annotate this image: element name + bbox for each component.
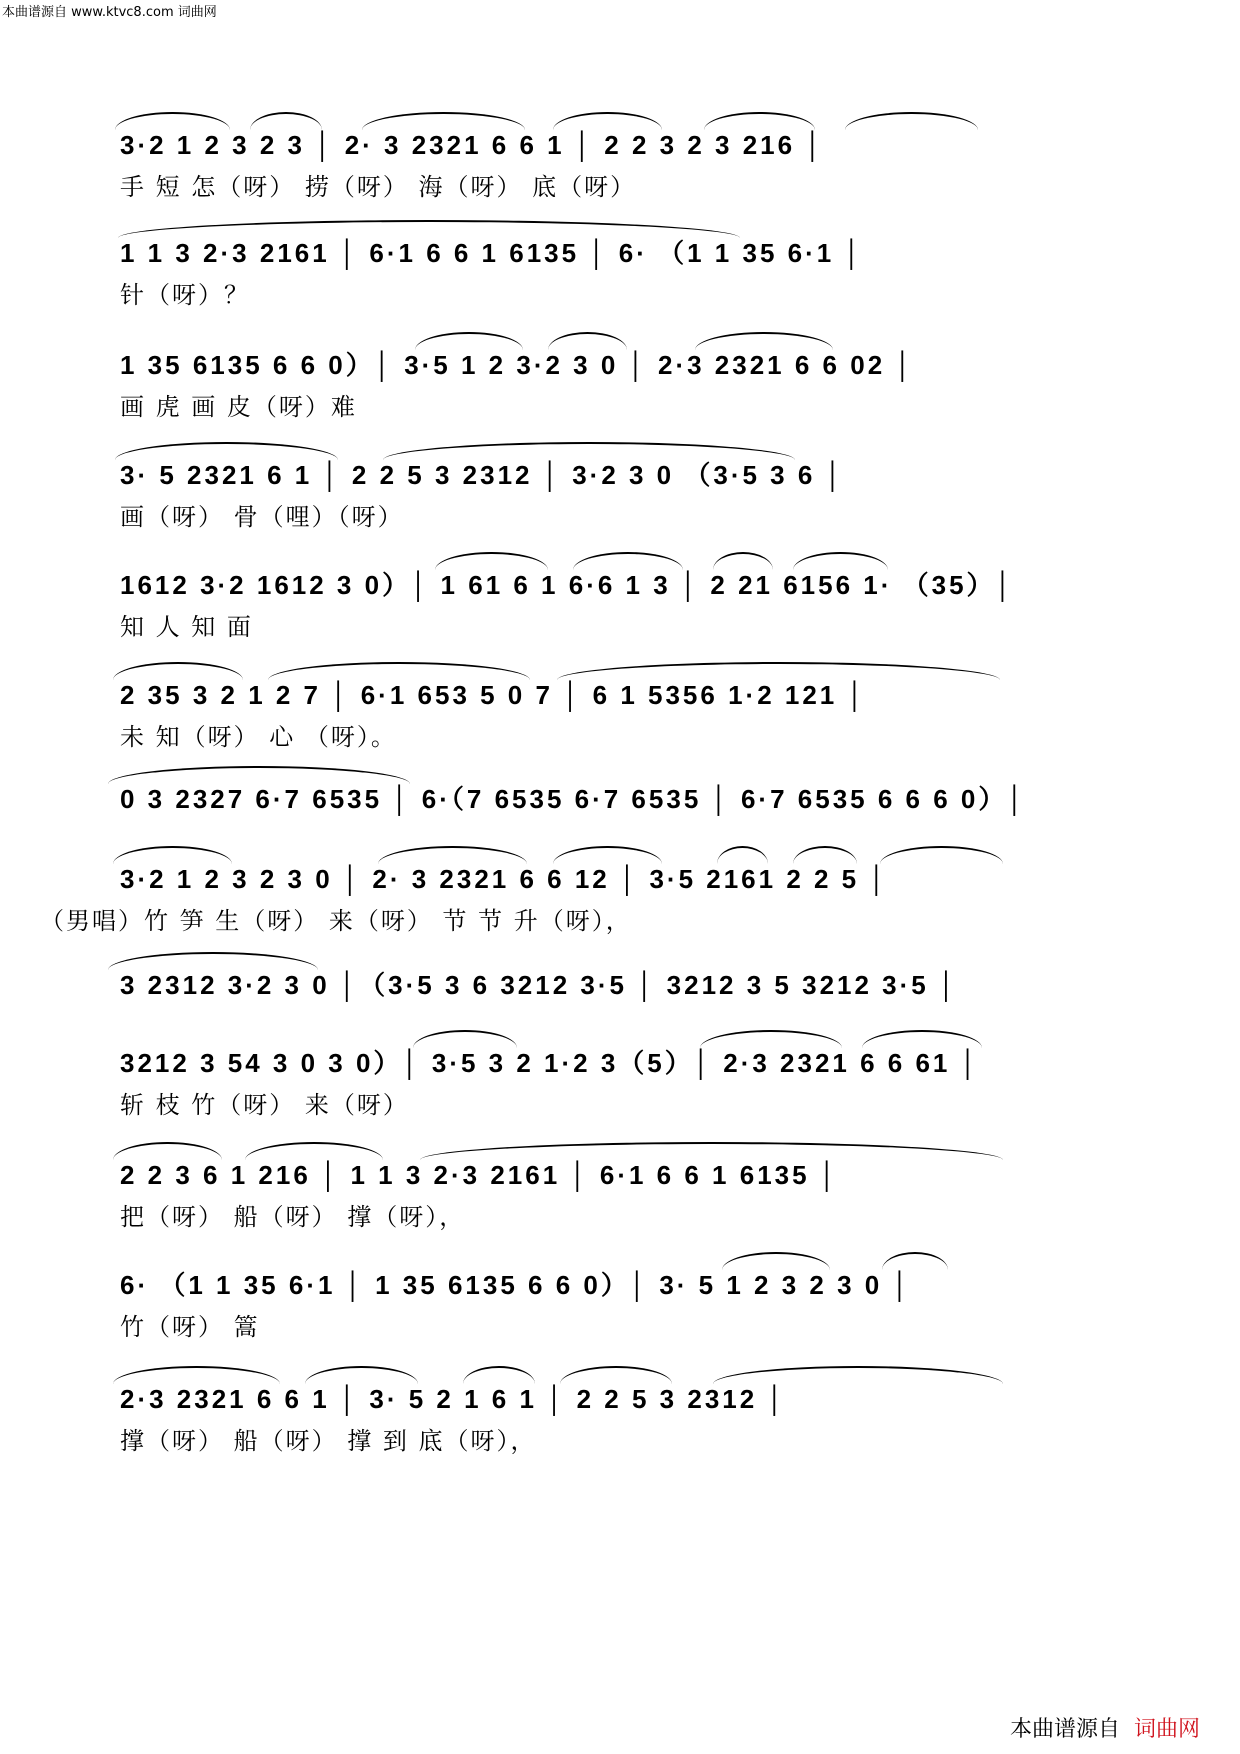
notes-line: 1 35 6135 6 6 0）│ 3·5 1 2 3·2 3 0 │ 2·3 2321 6 6 02 │ <box>120 350 915 380</box>
score-system <box>0 236 1240 346</box>
score-system <box>0 1268 1240 1378</box>
watermark-header: 本曲谱源自 www.ktvc8.com 词曲网 <box>2 5 217 20</box>
notes-line: 2·3 2321 6 6 1 │ 3· 5 2 1 6 1 │ 2 2 5 3 2312 │ <box>120 1384 787 1414</box>
notes-line: 1 1 3 2·3 2161 │ 6·1 6 6 1 6135 │ 6· （1 1 35 6·1 │ <box>120 238 864 268</box>
lyrics-line: 画（呀） 骨（哩）（呀） <box>120 503 404 531</box>
slur-arc <box>845 112 978 130</box>
slur-arc <box>362 112 525 130</box>
notes-line: 2 35 3 2 1 2 7 │ 6·1 653 5 0 7 │ 6 1 5356 1·2 121 │ <box>120 680 867 710</box>
notes-line: 3·2 1 2 3 2 3 0 │ 2· 3 2321 6 6 12 │ 3·5 2161 2 2 5 │ <box>120 864 889 894</box>
lyrics-line: 手 短 怎（呀） 捞（呀） 海（呀） 底（呀） <box>120 173 637 201</box>
slur-arc <box>704 112 815 130</box>
footer-source: 本曲谱源自 <box>1009 1717 1120 1742</box>
lyrics-line: 竹（呀） 篙 <box>120 1313 260 1341</box>
lyrics-line: 撑（呀） 船（呀） 撑 到 底（呀）， <box>120 1427 537 1455</box>
notes-line: 3212 3 54 3 0 3 0）│ 3·5 3 2 1·2 3（5）│ 2·3 2321 6 6 61 │ <box>120 1048 980 1078</box>
notes-line: 2 2 3 6 1 216 │ 1 1 3 2·3 2161 │ 6·1 6 6 1 6135 │ <box>120 1160 840 1190</box>
lyrics-line: 把（呀） 船（呀） 撑（呀）， <box>120 1203 466 1231</box>
notes-line: 3 2312 3·2 3 0 │（3·5 3 6 3212 3·5 │ 3212 3 5 3212 3·5 │ <box>120 970 959 1000</box>
footer-site-name: 词曲网 <box>1133 1717 1200 1742</box>
notes-line: 6· （1 1 35 6·1 │ 1 35 6135 6 6 0）│ 3· 5 1 2 3 2 3 0 │ <box>120 1270 912 1300</box>
slur-arc <box>115 112 230 130</box>
slur-arc <box>250 112 322 130</box>
score-system <box>0 128 1240 238</box>
lyrics-line: 知 人 知 面 <box>120 613 253 641</box>
notes-line: 3· 5 2321 6 1 │ 2 2 5 3 2312 │ 3·2 3 0 （3·5 3 6 │ <box>120 460 845 490</box>
score-system <box>0 1382 1240 1492</box>
lyrics-line: 画 虎 画 皮（呀）难 <box>120 393 357 421</box>
lyrics-line: 针（呀）？ <box>120 281 250 309</box>
lyrics-line: （男唱）竹 笋 生（呀） 来（呀） 节 节 升（呀）， <box>40 907 632 935</box>
lyrics-line: 斩 枝 竹（呀） 来（呀） <box>120 1091 409 1119</box>
notes-line: 0 3 2327 6·7 6535 │ 6·（7 6535 6·7 6535 │ 6·7 6535 6 6 6 0）│ <box>120 784 1027 814</box>
footer-watermark <box>1010 1712 1200 1743</box>
slur-arc <box>553 112 662 130</box>
score-system <box>0 1158 1240 1268</box>
notes-line: 1612 3·2 1612 3 0）│ 1 61 6 1 6·6 1 3 │ 2 21 6156 1· （35）│ <box>120 570 1015 600</box>
score-system <box>0 1046 1240 1156</box>
notes-line: 3·2 1 2 3 2 3 │ 2· 3 2321 6 6 1 │ 2 2 3 2 3 216 │ <box>120 130 825 160</box>
lyrics-line: 未 知（呀） 心 （呀）。 <box>120 723 397 751</box>
